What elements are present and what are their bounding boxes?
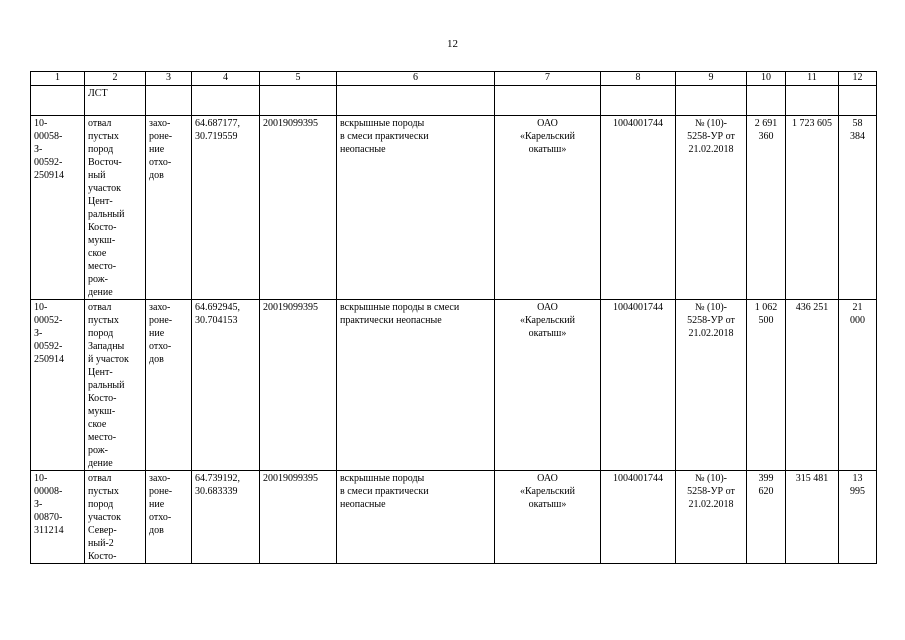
table-row — [31, 116, 877, 300]
value-10-cell: 1 062 500 — [747, 300, 786, 471]
document-cell: № (10)- 5258-УР от 21.02.2018 — [676, 300, 747, 471]
waste-description-cell: вскрышные породы в смеси практически неопасные — [337, 116, 495, 300]
document-cell: № (10)- 5258-УР от 21.02.2018 — [676, 116, 747, 300]
coordinates-cell: 64.692945, 30.704153 — [192, 300, 260, 471]
document-cell: № (10)- 5258-УР от 21.02.2018 — [676, 471, 747, 564]
column-number: 8 — [601, 72, 676, 86]
value-12-cell: 58 384 — [839, 116, 877, 300]
value-11-cell: 436 251 — [786, 300, 839, 471]
waste-code-cell: 20019099395 — [260, 300, 337, 471]
column-number: 5 — [260, 72, 337, 86]
table-row — [31, 471, 877, 564]
waste-facility-table — [30, 71, 877, 564]
inn-cell: 1004001744 — [601, 116, 676, 300]
facility-id-cell: 10- 00008- З- 00870- 311214 — [31, 471, 85, 564]
value-12-cell: 21 000 — [839, 300, 877, 471]
operator-cell: ОАО «Карельский окатыш» — [495, 471, 601, 564]
column-number: 1 — [31, 72, 85, 86]
table-row — [31, 300, 877, 471]
column-number: 9 — [676, 72, 747, 86]
column-number: 12 — [839, 72, 877, 86]
continuation-row — [31, 86, 877, 116]
waste-description-cell: вскрышные породы в смеси практически неопасные — [337, 471, 495, 564]
continued-name-cell: ЛСТ — [85, 86, 146, 116]
page-number: 12 — [447, 38, 458, 50]
value-12-cell: 13 995 — [839, 471, 877, 564]
operator-cell: ОАО «Карельский окатыш» — [495, 116, 601, 300]
coordinates-cell: 64.739192, 30.683339 — [192, 471, 260, 564]
column-number: 2 — [85, 72, 146, 86]
value-10-cell: 399 620 — [747, 471, 786, 564]
waste-code-cell: 20019099395 — [260, 471, 337, 564]
waste-code-cell: 20019099395 — [260, 116, 337, 300]
purpose-cell: захо- ронe- ние отхо- дов — [146, 300, 192, 471]
column-number: 7 — [495, 72, 601, 86]
column-number-row — [31, 72, 877, 86]
facility-name-cell: отвал пустых пород Западны й участок Цент- ральный Косто- мукш- ское место- рож- дение — [85, 300, 146, 471]
column-number: 6 — [337, 72, 495, 86]
inn-cell: 1004001744 — [601, 300, 676, 471]
inn-cell: 1004001744 — [601, 471, 676, 564]
purpose-cell: захо- роне- ние отхо- дов — [146, 116, 192, 300]
value-11-cell: 315 481 — [786, 471, 839, 564]
facility-name-cell: отвал пустых пород участок Север- ный-2 Косто- — [85, 471, 146, 564]
column-number: 3 — [146, 72, 192, 86]
column-number: 10 — [747, 72, 786, 86]
value-11-cell: 1 723 605 — [786, 116, 839, 300]
column-number: 11 — [786, 72, 839, 86]
purpose-cell: захо- роне- ние отхо- дов — [146, 471, 192, 564]
operator-cell: ОАО «Карельский окатыш» — [495, 300, 601, 471]
value-10-cell: 2 691 360 — [747, 116, 786, 300]
facility-id-cell: 10- 00058- З- 00592- 250914 — [31, 116, 85, 300]
waste-description-cell: вскрышные породы в смеси практически неопасные — [337, 300, 495, 471]
coordinates-cell: 64.687177, 30.719559 — [192, 116, 260, 300]
facility-name-cell: отвал пустых пород Восточ- ный участок Цент- ральный Косто- мукш- ское место- рож- дение — [85, 116, 146, 300]
facility-id-cell: 10- 00052- З- 00592- 250914 — [31, 300, 85, 471]
column-number: 4 — [192, 72, 260, 86]
